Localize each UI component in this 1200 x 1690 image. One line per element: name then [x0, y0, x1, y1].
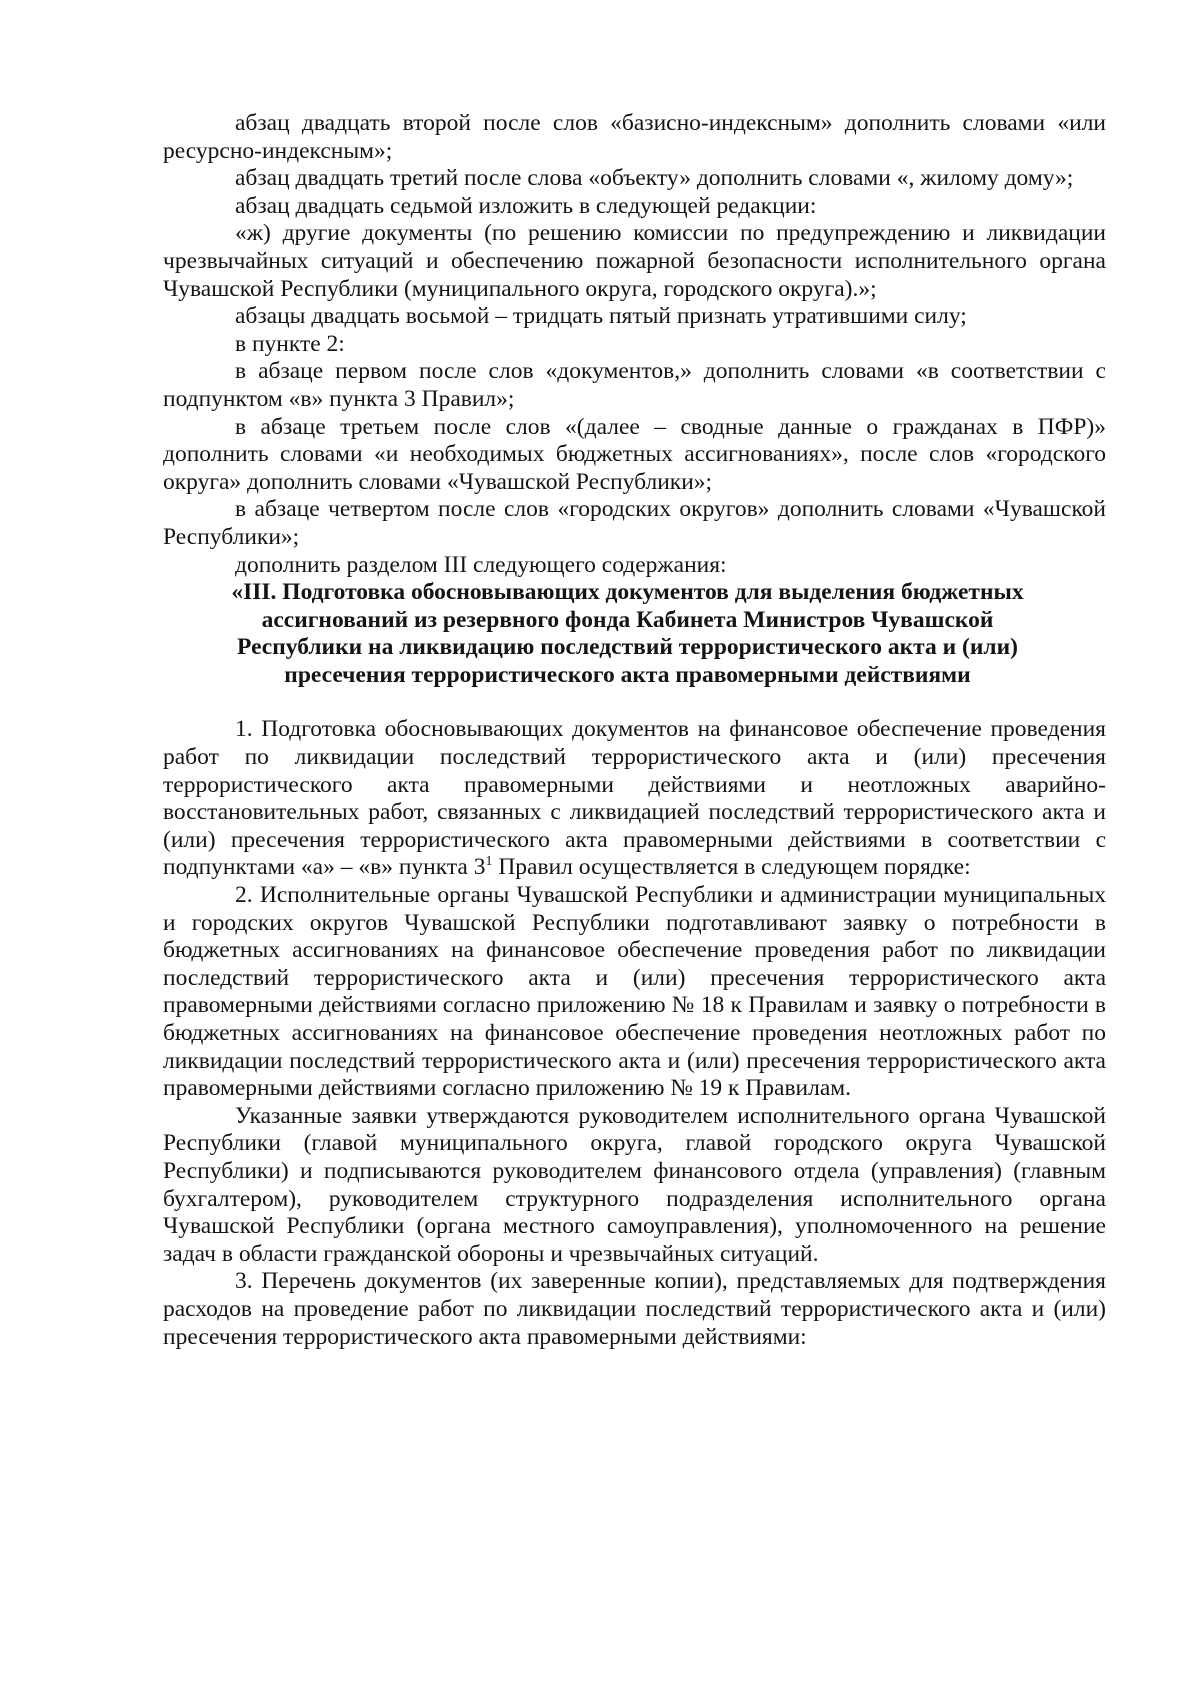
paragraph-abzac-3: в абзаце третьем после слов «(далее – сводные данные о гражданах в ПФР)» дополнить словами «и необходимых бюджетных ассигнованиях», после слов «городского округа» дополнить словами «Чувашской Республики»; [163, 413, 1106, 495]
section-heading-line: ассигнований из резервного фонда Кабинета Министров Чувашской [261, 606, 994, 633]
paragraph-subitem-zh: «ж) другие документы (по решению комиссии по предупреждению и ликвидации чрезвычайных ситуаций и обеспечению пожарной безопасности исполнительного органа Чувашской Республики (муниципального округа, городского округа).»; [163, 220, 1106, 302]
section-heading [163, 579, 1106, 716]
paragraph-item-1 [163, 716, 1106, 882]
superscript: 1 [485, 854, 493, 870]
paragraph-amend-28-35: абзацы двадцать восьмой – тридцать пятый признать утратившими силу; [235, 303, 967, 330]
paragraph-item-1-text: 1. Подготовка обосновывающих документов на финансовое обеспечение проведения работ по ликвидации последствий террористического акта и (или) пресечения террористического акта правомерными действиями и неотложных аварийно-восстановительных работ, связанных с ликвидацией последствий террористического акта и (или) пресечения террористического акта правомерными действиями в соответствии с подпунктами «а» – «в» пункта 3 [163, 716, 1106, 881]
paragraph-amend-22: абзац двадцать второй после слов «базисно-индексным» дополнить словами «или ресурсно-индексным»; [163, 110, 1106, 164]
paragraph-item-2: 2. Исполнительные органы Чувашской Республики и администрации муниципальных и городских округов Чувашской Республики подготавливают заявку о потребности в бюджетных ассигнованиях на финансовое обеспечение проведения работ по ликвидации последствий террористического акта и (или) пресечения террористического акта правомерными действиями согласно приложению № 18 к Правилам и заявку о потребности в бюджетных ассигнованиях на финансовое обеспечение проведения неотложных работ по ликвидации последствий террористического акта и (или) пресечения террористического акта правомерными действиями согласно приложению № 19 к Правилам. [163, 882, 1106, 1102]
section-heading-line: Республики на ликвидацию последствий террористического акта и (или) [237, 634, 1018, 661]
paragraph-add-section: дополнить разделом III следующего содержания: [235, 551, 727, 578]
document-body [163, 110, 1106, 1351]
section-heading-line: «III. Подготовка обосновывающих документов для выделения бюджетных [231, 579, 1024, 606]
paragraph-approval: Указанные заявки утверждаются руководителем исполнительного органа Чувашской Республики (главой муниципального округа, главой городского округа Чувашской Республики) и подписываются руководителем финансового отдела (управления) (главным бухгалтером), руководителем структурного подразделения исполнительного органа Чувашской Республики (органа местного самоуправления), уполномоченного на решение задач в области гражданской обороны и чрезвычайных ситуаций. [163, 1102, 1106, 1267]
section-heading-line: пресечения террористического акта правомерными действиями [284, 661, 971, 688]
paragraph-item-1-tail: Правил осуществляется в следующем порядке: [492, 854, 971, 881]
paragraph-point-2: в пункте 2: [235, 330, 345, 357]
paragraph-amend-27: абзац двадцать седьмой изложить в следующей редакции: [235, 192, 817, 219]
paragraph-abzac-1: в абзаце первом после слов «документов,» дополнить словами «в соответствии с подпунктом «в» пункта 3 Правил»; [163, 358, 1106, 412]
paragraph-abzac-4: в абзаце четвертом после слов «городских округов» дополнить словами «Чувашской Республики»; [163, 496, 1106, 550]
paragraph-item-3: 3. Перечень документов (их заверенные копии), представляемых для подтверждения расходов на проведение работ по ликвидации последствий террористического акта и (или) пресечения террористического акта правомерными действиями: [163, 1268, 1106, 1350]
paragraph-amend-23: абзац двадцать третий после слова «объекту» дополнить словами «, жилому дому»; [235, 165, 1074, 192]
